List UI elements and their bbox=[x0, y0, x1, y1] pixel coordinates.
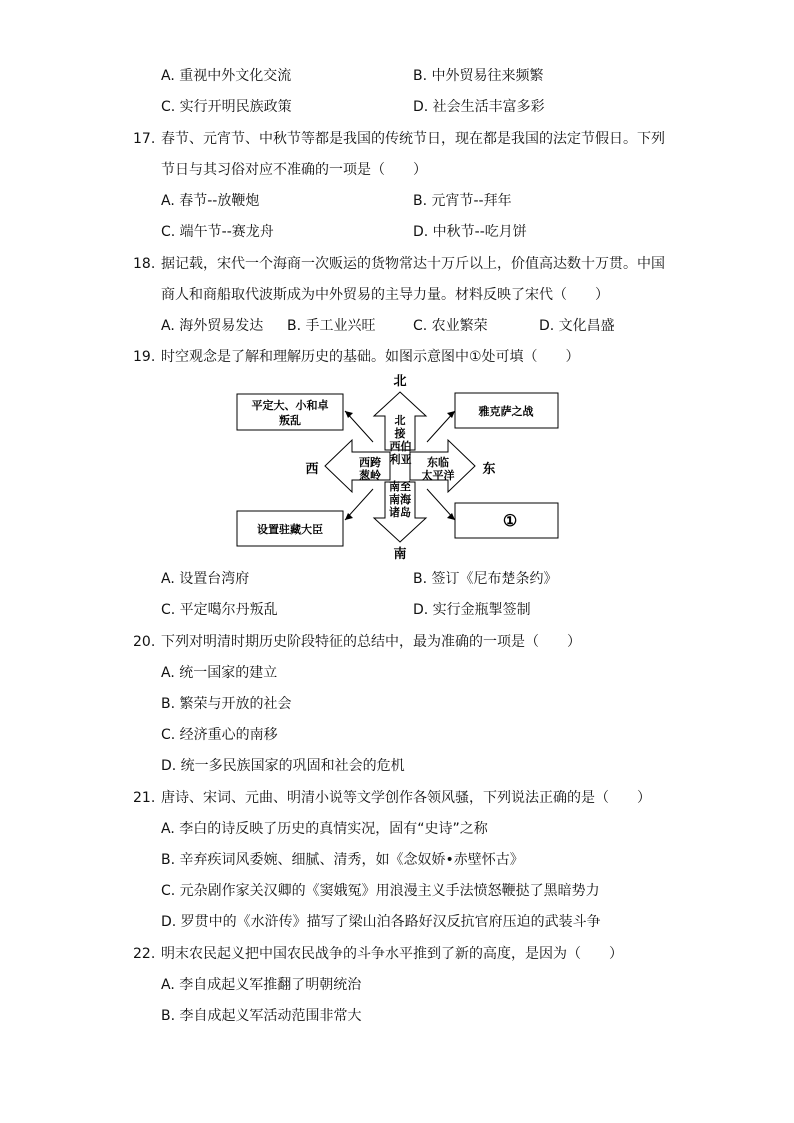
q22-option-b: B. 李自成起义军活动范围非常大 bbox=[161, 1008, 362, 1024]
q17-option-c: C. 端午节--赛龙舟 bbox=[161, 224, 274, 240]
q17-option-d: D. 中秋节--吃月饼 bbox=[413, 224, 527, 240]
q19-option-a: A. 设置台湾府 bbox=[161, 571, 250, 587]
connector-sw-arrowhead bbox=[345, 513, 353, 520]
q19-territory-diagram bbox=[230, 370, 570, 565]
compass-west: 西 bbox=[305, 462, 319, 477]
q19-option-b: B. 签订《尼布楚条约》 bbox=[413, 571, 558, 587]
q17-option-b: B. 元宵节--拜年 bbox=[413, 193, 512, 209]
box-ne-text: 雅克萨之战 bbox=[478, 405, 534, 418]
q17-stem-line2: 节日与其习俗对应不准确的一项是（ ） bbox=[161, 162, 427, 178]
arrow-north-char-6: 亚 bbox=[400, 453, 412, 466]
compass-north: 北 bbox=[393, 374, 407, 389]
q20-number: 20. bbox=[133, 634, 156, 650]
q18-option-a: A. 海外贸易发达 bbox=[161, 318, 264, 334]
arrow-west-line1: 西跨 bbox=[359, 456, 381, 469]
q21-option-d: D. 罗贯中的《水浒传》描写了梁山泊各路好汉反抗官府压迫的武装斗争 bbox=[161, 914, 601, 930]
q16-option-d: D. 社会生活丰富多彩 bbox=[413, 99, 545, 115]
connector-nw-arrowhead bbox=[345, 411, 353, 418]
box-se-marker: ① bbox=[502, 511, 518, 530]
box-nw-line1: 平定大、小和卓 bbox=[251, 399, 329, 412]
arrow-north-char-1: 北 bbox=[394, 414, 406, 427]
q18-stem-line1: 据记载，宋代一个海商一次贩运的货物常达十万斤以上，价值高达数十万贯。中国 bbox=[161, 256, 665, 272]
q22-number: 22. bbox=[133, 946, 156, 962]
q20-option-b: B. 繁荣与开放的社会 bbox=[161, 696, 292, 712]
q18-option-d: D. 文化昌盛 bbox=[539, 318, 615, 334]
arrow-east-line1: 东临 bbox=[427, 456, 449, 469]
compass-south: 南 bbox=[393, 547, 407, 562]
arrow-south-line1: 南至 bbox=[389, 480, 411, 493]
q21-number: 21. bbox=[133, 790, 156, 806]
q18-number: 18. bbox=[133, 256, 156, 272]
arrow-north-char-2: 接 bbox=[394, 427, 406, 440]
q16-option-a: A. 重视中外文化交流 bbox=[161, 68, 292, 84]
q17-option-a: A. 春节--放鞭炮 bbox=[161, 193, 260, 209]
q20-option-c: C. 经济重心的南移 bbox=[161, 727, 278, 743]
q22-option-a: A. 李自成起义军推翻了明朝统治 bbox=[161, 977, 362, 993]
arrow-north-char-4: 伯 bbox=[400, 440, 412, 453]
box-sw-text: 设置驻藏大臣 bbox=[257, 523, 323, 536]
q18-option-b: B. 手工业兴旺 bbox=[287, 318, 376, 334]
arrow-north-char-5: 利 bbox=[389, 453, 401, 466]
compass-east: 东 bbox=[482, 462, 496, 477]
q20-option-d: D. 统一多民族国家的巩固和社会的危机 bbox=[161, 758, 405, 774]
arrow-north-char-3: 西 bbox=[389, 440, 401, 453]
arrow-east-line2: 太平洋 bbox=[421, 469, 455, 482]
arrow-south-line3: 诸岛 bbox=[389, 506, 411, 519]
q21-option-b: B. 辛弃疾词风委婉、细腻、清秀，如《念奴娇•赤壁怀古》 bbox=[161, 852, 524, 868]
connector-ne-arrowhead bbox=[447, 411, 455, 418]
box-nw-line2: 叛乱 bbox=[279, 414, 301, 427]
q20-stem: 下列对明清时期历史阶段特征的总结中，最为准确的一项是（ ） bbox=[161, 634, 581, 650]
q19-number: 19. bbox=[133, 349, 156, 365]
q21-option-a: A. 李白的诗反映了历史的真情实况，固有“史诗”之称 bbox=[161, 821, 488, 837]
q19-option-c: C. 平定噶尔丹叛乱 bbox=[161, 602, 278, 618]
q17-number: 17. bbox=[133, 131, 156, 147]
q19-stem: 时空观念是了解和理解历史的基础。如图示意图中①处可填（ ） bbox=[161, 349, 580, 365]
q19-option-d: D. 实行金瓶掣签制 bbox=[413, 602, 531, 618]
q16-option-b: B. 中外贸易往来频繁 bbox=[413, 68, 544, 84]
q20-option-a: A. 统一国家的建立 bbox=[161, 665, 278, 681]
q17-stem-line1: 春节、元宵节、中秋节等都是我国的传统节日，现在都是我国的法定节假日。下列 bbox=[161, 131, 665, 147]
q21-option-c: C. 元杂剧作家关汉卿的《窦娥冤》用浪漫主义手法愤怒鞭挞了黑暗势力 bbox=[161, 883, 600, 899]
q16-option-c: C. 实行开明民族政策 bbox=[161, 99, 292, 115]
q21-stem: 唐诗、宋词、元曲、明清小说等文学创作各领风骚，下列说法正确的是（ ） bbox=[161, 790, 651, 806]
q18-option-c: C. 农业繁荣 bbox=[413, 318, 488, 334]
arrow-west-line2: 葱岭 bbox=[359, 469, 381, 482]
q22-stem: 明末农民起义把中国农民战争的斗争水平推到了新的高度，是因为（ ） bbox=[161, 946, 623, 962]
q18-stem-line2: 商人和商船取代波斯成为中外贸易的主导力量。材料反映了宋代（ ） bbox=[161, 287, 609, 303]
arrow-south-line2: 南海 bbox=[389, 493, 411, 506]
connector-se-arrowhead bbox=[447, 513, 455, 520]
